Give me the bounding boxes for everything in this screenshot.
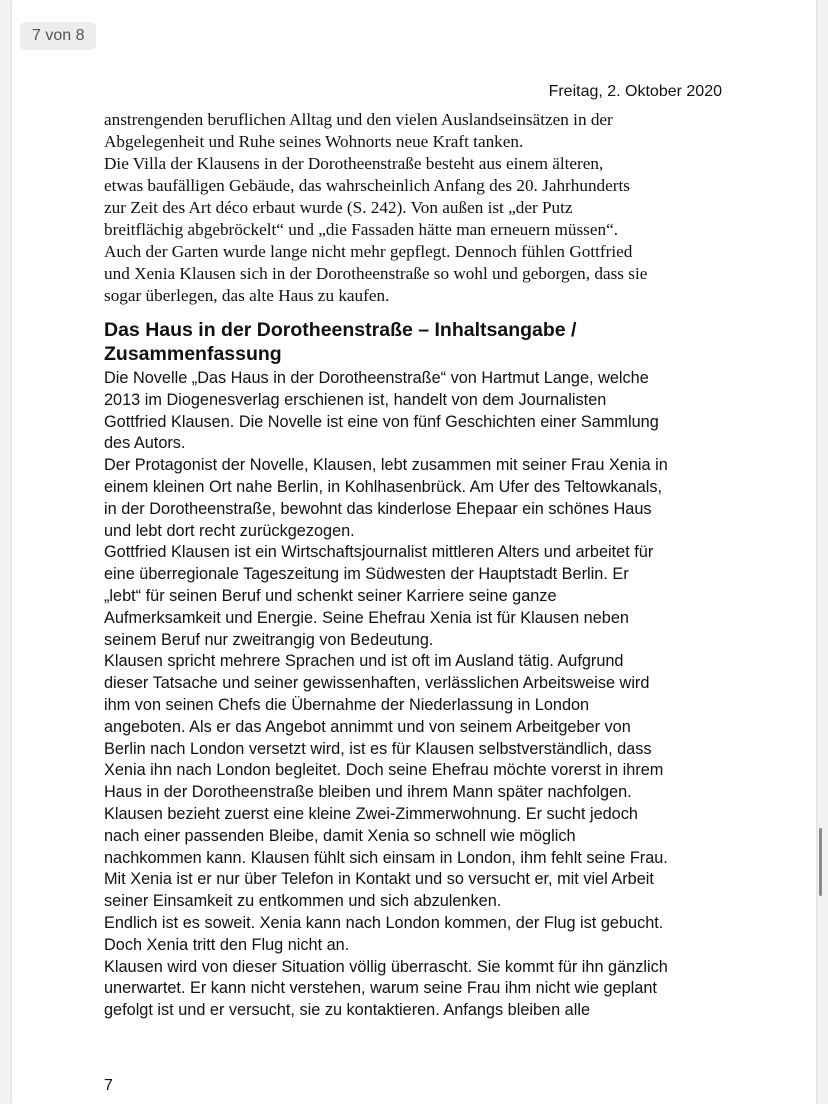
text-line: etwas baufälligen Gebäude, das wahrscheinlich Anfang des 20. Jahrhunderts xyxy=(104,176,630,195)
text-line: dieser Tatsache und seiner gewissenhaften, verlässlichen Arbeitsweise wird xyxy=(104,674,650,693)
text-line: seinem Beruf nur zweitrangig von Bedeutung. xyxy=(104,630,434,649)
text-line: Aufmerksamkeit und Energie. Seine Ehefrau Xenia ist für Klausen neben xyxy=(104,608,629,627)
text-line: Der Protagonist der Novelle, Klausen, lebt zusammen mit seiner Frau Xenia in xyxy=(104,456,668,475)
text-line: Klausen spricht mehrere Sprachen und ist oft im Ausland tätig. Aufgrund xyxy=(104,652,624,671)
text-line: in der Dorotheenstraße, bewohnt das kinderlose Ehepaar ein schönes Haus xyxy=(104,499,652,518)
scrollbar-thumb[interactable] xyxy=(819,828,822,896)
heading-line: Zusammenfassung xyxy=(104,343,282,365)
text-line: Klausen bezieht zuerst eine kleine Zwei-Zimmerwohnung. Er sucht jedoch xyxy=(104,804,638,823)
text-line: 2013 im Diogenesverlag erschienen ist, handelt von dem Journalisten xyxy=(104,390,607,409)
text-line: nach einer passenden Bleibe, damit Xenia so schnell wie möglich xyxy=(104,826,576,845)
text-line: und Xenia Klausen sich in der Dorotheenstraße so wohl und geborgen, dass sie xyxy=(104,264,648,283)
text-line: unerwartet. Er kann nicht verstehen, warum seine Frau ihm nicht wie geplant xyxy=(104,979,657,998)
text-line: Die Villa der Klausens in der Dorotheenstraße besteht aus einem älteren, xyxy=(104,154,604,173)
text-line: Haus in der Dorotheenstraße bleiben und ihrem Mann später nachfolgen. xyxy=(104,783,632,802)
text-line: Auch der Garten wurde lange nicht mehr gepflegt. Dennoch fühlen Gottfried xyxy=(104,242,633,261)
text-line: eine überregionale Tageszeitung im Südwesten der Hauptstadt Berlin. Er xyxy=(104,565,629,584)
text-line: breitflächig abgebröckelt“ und „die Fassaden hätte man erneuern müssen“. xyxy=(104,220,618,239)
text-line: Mit Xenia ist er nur über Telefon in Kontakt und so versucht er, mit viel Arbeit xyxy=(104,870,654,889)
text-line: ihm von seinen Chefs die Übernahme der Niederlassung in London xyxy=(104,695,590,714)
intro-paragraph xyxy=(104,109,744,307)
text-line: Gottfried Klausen. Die Novelle ist eine von fünf Geschichten einer Sammlung xyxy=(104,412,659,431)
text-line: Die Novelle „Das Haus in der Dorotheenstraße“ von Hartmut Lange, welche xyxy=(104,369,649,387)
header-date: Freitag, 2. Oktober 2020 xyxy=(548,83,722,100)
text-line: Doch Xenia tritt den Flug nicht an. xyxy=(104,935,350,954)
text-line: Xenia ihn nach London begleitet. Doch seine Ehefrau möchte vorerst in ihrem xyxy=(104,761,664,780)
text-line: des Autors. xyxy=(104,434,186,453)
text-line: angeboten. Als er das Angebot annimmt und von seinem Arbeitgeber von xyxy=(104,717,631,736)
section-heading xyxy=(104,318,744,366)
text-line: Klausen wird von dieser Situation völlig überrascht. Sie kommt für ihn gänzlich xyxy=(104,957,668,976)
text-line: „lebt“ für seinen Beruf und schenkt seiner Karriere seine ganze xyxy=(104,586,557,605)
heading-line: Das Haus in der Dorotheenstraße – Inhaltsangabe / xyxy=(104,319,577,341)
page-indicator: 7 von 8 xyxy=(20,22,96,50)
text-line: Gottfried Klausen ist ein Wirtschaftsjournalist mittleren Alters und arbeitet für xyxy=(104,543,654,562)
text-line: und lebt dort recht zurückgezogen. xyxy=(104,521,355,540)
text-line: Abgelegenheit und Ruhe seines Wohnorts neue Kraft tanken. xyxy=(104,132,524,151)
text-line: sogar überlegen, das alte Haus zu kaufen. xyxy=(104,286,390,305)
text-line: zur Zeit des Art déco erbaut wurde (S. 242). Von außen ist „der Putz xyxy=(104,198,573,217)
text-line: gefolgt ist und er versucht, sie zu kontaktieren. Anfangs bleiben alle xyxy=(104,1001,591,1020)
text-line: Berlin nach London versetzt wird, ist es für Klausen selbstverständlich, dass xyxy=(104,739,652,758)
summary-text xyxy=(104,368,744,1022)
text-line: Endlich ist es soweit. Xenia kann nach London kommen, der Flug ist gebucht. xyxy=(104,913,664,932)
text-line: seiner Einsamkeit zu entkommen und sich abzulenken. xyxy=(104,892,502,911)
page-number: 7 xyxy=(104,1077,113,1094)
text-line: einem kleinen Ort nahe Berlin, in Kohlhasenbrück. Am Ufer des Teltowkanals, xyxy=(104,477,663,496)
text-line: nachkommen kann. Klausen fühlt sich einsam in London, ihm fehlt seine Frau. xyxy=(104,848,668,867)
text-line: anstrengenden beruflichen Alltag und den vielen Auslandseinsätzen in der xyxy=(104,110,613,129)
